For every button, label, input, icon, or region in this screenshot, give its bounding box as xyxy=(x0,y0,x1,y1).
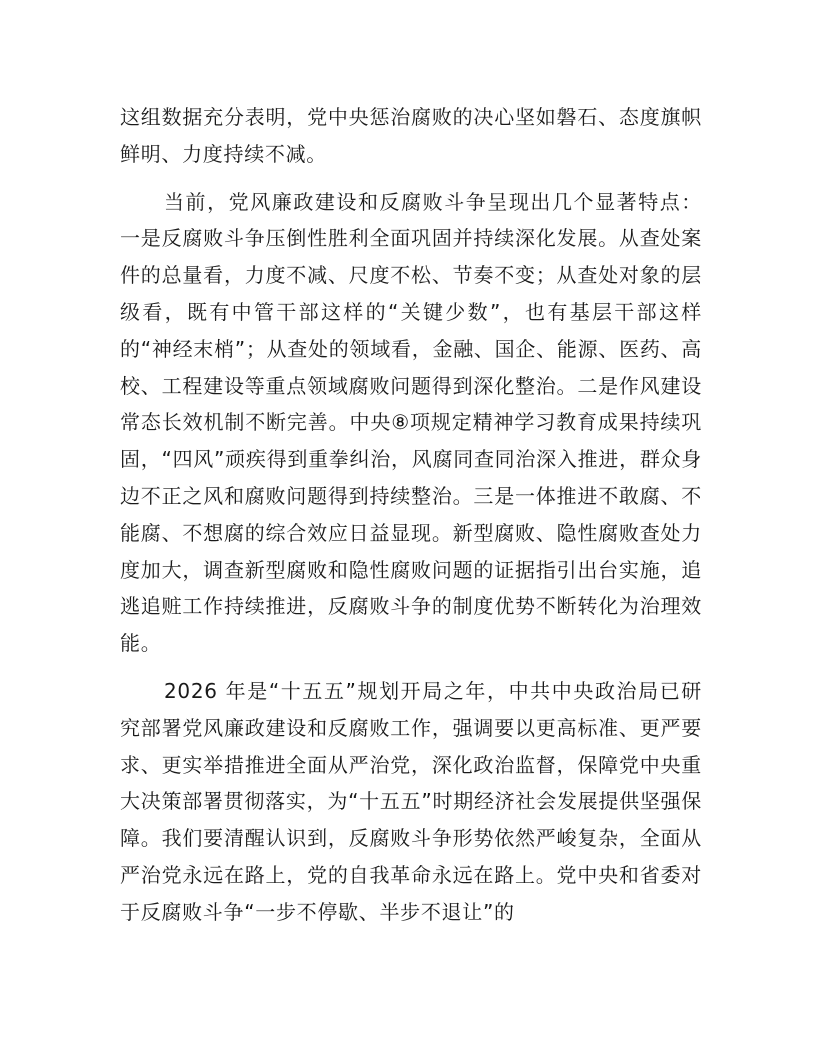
paragraph-2026-plan: 2026 年是“十五五”规划开局之年，中共中央政治局已研究部署党风廉政建设和反腐败工作，强调要以更高标准、更严要求、更实举措推进全面从严治党，深化政治监督，保障党中央重大决策部署贯彻落实，为“十五五”时期经济社会发展提供坚强保障。我们要清醒认识到，反腐败斗争形势依然严峻复杂，全面从严治党永远在路上，党的自我革命永远在路上。党中央和省委对于反腐败斗争“一步不停歇、半步不退让”的 xyxy=(120,678,702,924)
paragraph-current-features: 当前，党风廉政建设和反腐败斗争呈现出几个显著特点：一是反腐败斗争压倒性胜利全面巩固并持续深化发展。从查处案件的总量看，力度不减、尺度不松、节奏不变；从查处对象的层级看，既有中管干部这样的“关键少数”，也有基层干部这样的“神经末梢”；从查处的领域看，金融、国企、能源、医药、高校、工程建设等重点领域腐败问题得到深化整治。二是作风建设常态长效机制不断完善。中央⑧项规定精神学习教育成果持续巩固，“四风”顽疾得到重拳纠治，风腐同查同治深入推进，群众身边不正之风和腐败问题得到持续整治。三是一体推进不敢腐、不能腐、不想腐的综合效应日益显现。新型腐败、隐性腐败查处力度加大，调查新型腐败和隐性腐败问题的证据指引出台实施，追逃追赃工作持续推进，反腐败斗争的制度优势不断转化为治理效能。 xyxy=(120,189,702,656)
document-body xyxy=(120,99,702,942)
paragraph-conclusion: 这组数据充分表明，党中央惩治腐败的决心坚如磐石、态度旗帜鲜明、力度持续不减。 xyxy=(120,105,702,166)
